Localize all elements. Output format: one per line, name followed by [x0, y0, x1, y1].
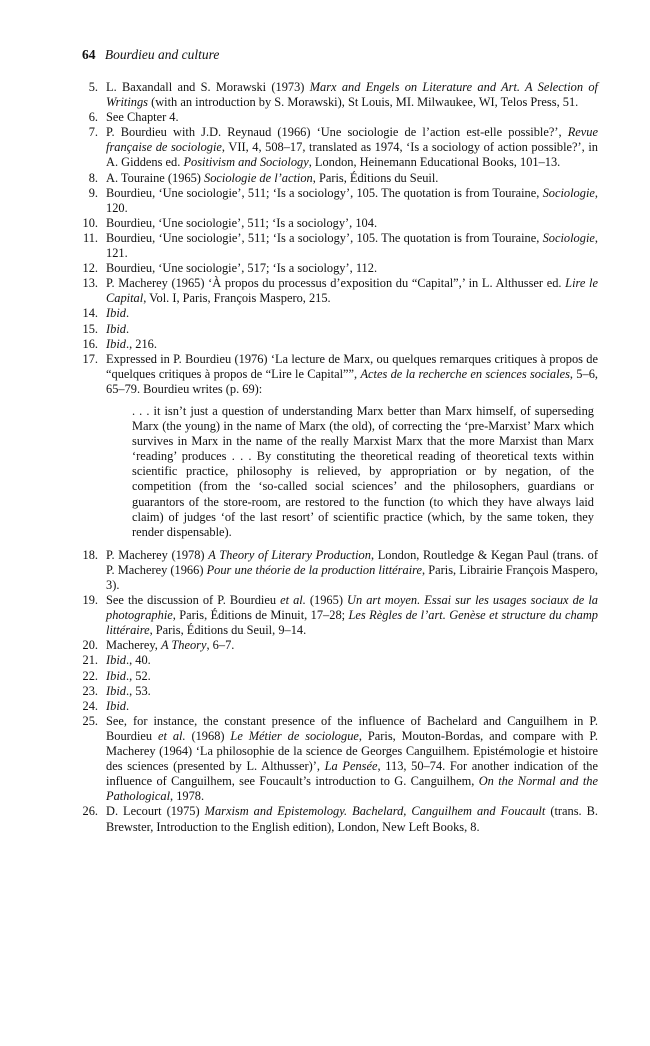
text-run: Expressed in P. Bourdieu (1976) ‘La lecture de Marx, ou quelques remarques critiques à propos de “quelques critiques à propos de “Lire le Capital””, — [106, 351, 598, 381]
text-run: A. Touraine (1965) — [106, 170, 205, 185]
endnote — [78, 337, 598, 352]
endnote-number: 6. — [88, 110, 98, 125]
running-title: Bourdieu and culture — [104, 47, 220, 62]
endnote-number: 15. — [82, 321, 98, 336]
text-run: (1968) — [185, 728, 231, 743]
endnote-number: 8. — [88, 170, 98, 185]
italic-title: Ibid — [106, 653, 126, 668]
endnote — [78, 714, 598, 805]
italic-title: Ibid — [106, 336, 126, 351]
endnote — [78, 276, 598, 306]
text-run: . — [125, 698, 130, 713]
italic-title: Lire le Capital — [106, 276, 598, 306]
endnote — [78, 261, 598, 276]
endnote-number: 21. — [82, 653, 98, 668]
endnote-text — [106, 306, 129, 320]
italic-title: Ibid — [106, 698, 126, 713]
text-run: , 120. — [106, 185, 598, 215]
endnote — [78, 669, 598, 684]
text-run: , London, Heinemann Educational Books, 101–13. — [308, 155, 561, 170]
endnote-text — [106, 276, 598, 305]
endnote-text — [106, 231, 598, 260]
block-quote: . . . it isn’t just a question of understanding Marx better than Marx himself, of superseding Marx (the young) in the name of Marx (the old), of correcting the ‘pre-Marxist’ Marx which survives in Marx in the name of the really Marxist Marx that the more Marxist than Marx ‘reading’ produces . . . By constituting the theoretical reading of theoretical texts within scientific practice, philosophy is relieved, by appropriation or by negation, of the competition (from the ‘so-called social sciences’ and the philosophers, guardians or guarantors of the store-room, are restored to the function (to which they have always laid claim) of judges ‘of the last resort’ of scientific practice (which, by the same token, they render dispensable). — [132, 403, 594, 539]
italic-title: Actes de la recherche en sciences sociales — [360, 366, 570, 381]
text-run: See, for instance, the constant presence of the influence of Bachelard and Canguilhem in P. Bourdieu — [106, 713, 598, 743]
endnote-number: 17. — [82, 351, 98, 366]
endnote — [78, 216, 598, 231]
endnote — [78, 352, 598, 540]
endnote-text — [106, 322, 129, 336]
text-run: Bourdieu, ‘Une sociologie’, 511; ‘Is a sociology’, 105. The quotation is from Touraine, — [106, 185, 543, 200]
endnote-number: 25. — [82, 713, 98, 728]
endnote — [78, 125, 598, 170]
endnote-text — [106, 337, 157, 351]
text-run: Bourdieu, ‘Une sociologie’, 511; ‘Is a sociology’, 104. — [106, 215, 378, 230]
italic-title: Sociologie de l’action — [204, 170, 313, 185]
endnote — [78, 110, 598, 125]
running-head — [82, 46, 219, 64]
italic-title: A Theory of Literary Production — [208, 547, 371, 562]
endnote-text — [106, 352, 598, 396]
endnote — [78, 684, 598, 699]
text-run: , Paris, Mouton-Bordas, and compare with P. Macherey (1964) ‘La philosophie de la science de Georges Canguilhem. Epistémologie et histoire des sciences (presented by L. Althusser)’, — [106, 728, 598, 774]
endnote-number: 5. — [88, 80, 98, 94]
text-run: Bourdieu, ‘Une sociologie’, 517; ‘Is a sociology’, 112. — [106, 261, 378, 276]
endnote-text — [106, 216, 377, 230]
endnote — [78, 699, 598, 714]
italic-title: On the Normal and the Pathological — [106, 774, 598, 804]
italic-title: Ibid — [106, 321, 126, 336]
text-run: , 1978. — [170, 789, 205, 804]
endnotes-list — [78, 80, 598, 835]
endnote-text — [106, 804, 598, 833]
endnote-number: 24. — [82, 698, 98, 713]
text-run: Macherey, — [106, 638, 161, 653]
italic-title: Les Règles de l’art. Genèse et structure du champ littéraire — [106, 608, 598, 638]
endnote-text — [106, 125, 598, 169]
text-run: ., 216. — [125, 336, 157, 351]
italic-title: Ibid — [106, 668, 126, 683]
italic-title: La Pensée — [324, 759, 378, 774]
text-run: , Paris, Éditions du Seuil, 9–14. — [149, 623, 307, 638]
text-run: P. Macherey (1965) ‘À propos du processus d’exposition du “Capital”,’ in L. Althusser ed. — [106, 276, 566, 291]
text-run: , 5–6, 65–79. Bourdieu writes (p. 69): — [106, 366, 598, 396]
endnote-text — [106, 699, 129, 713]
italic-title: Marx and Engels on Literature and Art. A Selection of Writings — [106, 80, 598, 110]
italic-title: Marxism and Epistemology. Bachelard, Canguilhem and Foucault — [204, 804, 546, 819]
text-run: . — [125, 321, 130, 336]
endnote-number: 22. — [82, 668, 98, 683]
endnote-text — [106, 669, 151, 683]
endnote-text — [106, 261, 377, 275]
italic-title: et al. — [280, 593, 306, 608]
endnote-number: 13. — [82, 276, 98, 291]
italic-title: Ibid — [106, 683, 126, 698]
text-run: See the discussion of P. Bourdieu — [106, 593, 281, 608]
text-run: ., 52. — [125, 668, 151, 683]
endnote — [78, 548, 598, 593]
endnote-text — [106, 171, 438, 185]
italic-title: Sociologie — [542, 230, 595, 245]
endnote-number: 26. — [82, 804, 98, 819]
endnote-number: 9. — [88, 185, 98, 200]
endnote — [78, 80, 598, 110]
endnote-number: 10. — [82, 215, 98, 230]
text-run: , Paris, Éditions de Minuit, 17–28; — [172, 608, 349, 623]
endnote-number: 20. — [82, 638, 98, 653]
endnote-text — [106, 80, 598, 109]
text-run: , 6–7. — [206, 638, 235, 653]
text-run: ., 53. — [125, 683, 151, 698]
endnote-text — [106, 653, 151, 667]
endnote-number: 7. — [88, 125, 98, 140]
text-run: , Paris, Librairie François Maspero, 3). — [106, 562, 598, 592]
endnote-text — [106, 186, 598, 215]
endnote-number: 16. — [82, 336, 98, 351]
endnote — [78, 322, 598, 337]
text-run: P. Macherey (1978) — [106, 547, 209, 562]
endnote — [78, 653, 598, 668]
endnote — [78, 186, 598, 216]
text-run: , VII, 4, 508–17, translated as 1974, ‘Is a sociology of action possible?’, in A. Giddens ed. — [106, 140, 598, 170]
endnote — [78, 231, 598, 261]
endnote-number: 12. — [82, 261, 98, 276]
endnote — [78, 306, 598, 321]
text-run: , Vol. I, Paris, François Maspero, 215. — [143, 291, 331, 306]
italic-title: A Theory — [160, 638, 207, 653]
italic-title: Le Métier de sociologue — [230, 728, 359, 743]
endnote-text — [106, 714, 598, 803]
endnote-number: 23. — [82, 683, 98, 698]
italic-title: Ibid — [106, 306, 126, 321]
text-run: . — [125, 306, 130, 321]
endnote-number: 19. — [82, 593, 98, 608]
endnote-number: 11. — [82, 230, 98, 245]
endnote — [78, 593, 598, 638]
endnote — [78, 804, 598, 834]
text-run: , Paris, Éditions du Seuil. — [312, 170, 439, 185]
endnote-text — [106, 684, 151, 698]
endnote — [78, 638, 598, 653]
text-run: ., 40. — [125, 653, 151, 668]
italic-title: Positivism and Sociology — [183, 155, 309, 170]
endnote-text — [106, 110, 179, 124]
endnote-text — [106, 593, 598, 637]
text-run: , London, Routledge & Kegan Paul (trans. of P. Macherey (1966) — [106, 547, 598, 577]
text-run: (trans. B. Brewster, Introduction to the English edition), London, New Left Books, 8. — [106, 804, 598, 834]
endnote — [78, 171, 598, 186]
text-run: (1965) — [305, 593, 348, 608]
text-run: P. Bourdieu with J.D. Reynaud (1966) ‘Une sociologie de l’action est-elle possible?’, — [106, 125, 568, 140]
endnote-text — [106, 548, 598, 592]
italic-title: Pour une théorie de la production littéraire — [206, 562, 423, 577]
text-run: , 121. — [106, 230, 598, 261]
italic-title: Sociologie — [542, 185, 595, 200]
italic-title: Un art moyen. Essai sur les usages sociaux de la photographie — [106, 593, 598, 623]
endnote-number: 14. — [82, 306, 98, 321]
text-run: See Chapter 4. — [106, 110, 179, 125]
italic-title: Revue française de sociologie — [106, 125, 598, 155]
text-run: (with an introduction by S. Morawski), St Louis, MI. Milwaukee, WI, Telos Press, 51. — [148, 95, 579, 110]
endnote-number: 18. — [82, 547, 98, 562]
text-run: Bourdieu, ‘Une sociologie’, 511; ‘Is a sociology’, 105. The quotation is from Touraine, — [106, 230, 543, 245]
text-run: , 113, 50–74. For another indication of the influence of Canguilhem, see Foucault’s introduction to G. Canguilhem, — [106, 759, 598, 789]
text-run: L. Baxandall and S. Morawski (1973) — [106, 80, 310, 94]
italic-title: et al. — [158, 728, 186, 743]
page-number: 64 — [82, 47, 96, 62]
endnote-text — [106, 638, 234, 652]
text-run: D. Lecourt (1975) — [106, 804, 205, 819]
